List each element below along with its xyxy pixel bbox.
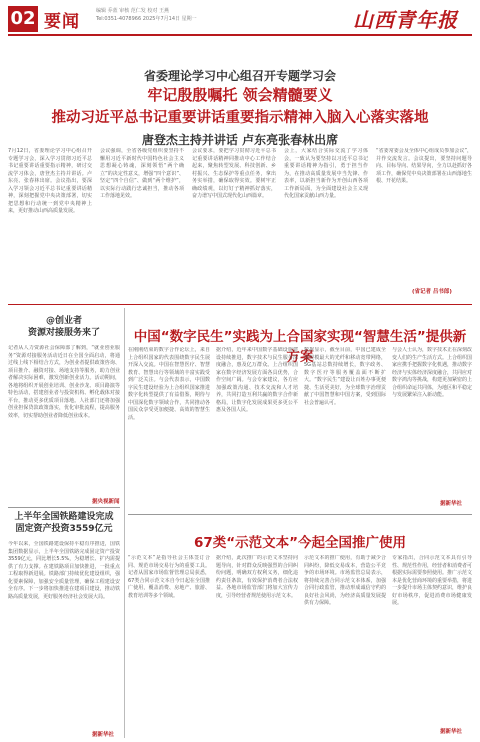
side-divider — [8, 507, 120, 508]
newspaper-logo: 山西青年报 — [353, 8, 458, 32]
side-article1-credit: 据央视新闻 — [92, 499, 120, 505]
lead-credit: (省记者 吕书郎) — [412, 289, 452, 295]
lead-title-line2: 推动习近平总书记重要讲话重要指示精神入脑入心落实落地 — [51, 110, 429, 126]
lead-column-3: 会议要求，要把学习贯彻习近平总书记重要讲话精神同推动中心工作结合起来，聚焦转型发展、科技创新、乡村振兴、生态保护等重点任务，拿出务实举措，确保取得实效。要树牢正确政绩观，以钉钉子精神抓好落实，奋力谱写中国式现代化山西篇章。 — [192, 148, 276, 199]
docs-article-column-2: 据介绍，此次推广的示范文本坚持问题导向，针对群众反映强烈的合同纠纷问题，明确双方权利义务，细化违约责任条款，有效保护消费者合法权益。各地市场监管部门将加大宣传力度，引导经营者规范使用示范文本。 — [216, 555, 298, 599]
mid-divider — [128, 514, 472, 515]
smart-article-title: 中国“数字民生”实践为上合国家实现“智慧生活”提供新方案 — [133, 329, 467, 365]
smart-article-column-2: 据介绍，近年来中国数字基础设施建设持续推进，数字技术与民生服务深度融合，惠及亿万群众。上合组织国家在数字经济发展方面各具优势，合作空间广阔。与会专家建议，各方应加强政策沟通、技术交流和人才培养，共同打造互利共赢的数字合作新格局，让数字化发展成果更多更公平惠及各国人民。 — [216, 347, 298, 413]
date-line: Tel:0351-4078966 2025年7月14日 星期一 — [96, 16, 197, 22]
smart-article-column-3: 数据显示，截至目前，中国已建成全球规模最大的光纤和移动宽带网络，5G基站总数持续增长，数字政务、数字医疗等服务覆盖面不断扩大。“数字民生”建设让百姓办事更便捷、生活更美好，为全球数字治理贡献了中国智慧和中国方案，受到国际社会普遍认可。 — [304, 347, 386, 406]
column-divider — [124, 308, 125, 738]
docs-article-title: 67类“示范文本”今起全国推广使用 — [193, 535, 407, 551]
lead-pre-title: 省委理论学习中心组召开专题学习会 — [143, 69, 336, 83]
edition-meta — [96, 7, 197, 23]
lead-column-4: 会上，大家结合实际交流了学习体会，一致认为要坚持以习近平总书记重要讲话精神为指引，勇于担当作为，在推动高质量发展中当先锋、作表率，以新担当新作为开创山西各项工作新局面，为全面建设社会主义现代化国家贡献山西力量。 — [284, 148, 368, 199]
lead-column-2: 会议强调，全省各级党组织要坚持不懈用习近平新时代中国特色社会主义思想凝心铸魂，深刻领悟“两个确立”的决定性意义，增强“四个意识”、坚定“四个自信”、做到“两个维护”，以实际行动践行忠诚担当，推动各项工作落地见效。 — [100, 148, 184, 199]
lead-column-5: “省委常委会及全体中心组成员参加会议”，并作交流发言。会议提出，要坚持问题导向、目标导向、结果导向，全力以赴抓好各项工作，确保党中央决策部署在山西落地生根、开花结果。 — [376, 148, 472, 184]
header-divider — [8, 34, 472, 36]
smart-article-column-4: 与会人士认为，数字技术正在深刻改变人们的生产生活方式。上合组织国家应携手把握数字化机遇，推动数字经济与实体经济深度融合，共同应对数字鸿沟等挑战，构建更加紧密的上合组织命运共同体，为地区和平稳定与发展繁荣注入新动能。 — [392, 347, 472, 398]
editor-line: 编辑 乔蓝 审核 范仁发 校对 王燕 — [96, 8, 169, 14]
docs-article-column-1: “示范文本”是指导社会主体签订合同、规范市场交易行为的重要工具。记者从国家市场监督管理总局获悉，67类合同示范文本自今日起在全国推广使用，覆盖消费、房地产、旅游、教育培训等多个领域。 — [128, 555, 210, 599]
page-number: 02 — [8, 6, 38, 32]
side-article2-body: 今年以来，全国铁路建设保持平稳有序推进，国铁集团数据显示，上半年全国铁路完成固定资产投资3559亿元，同比增长5.5%，为稳增长、扩内需提供了有力支撑。在建铁路项目加快推进，一批重点工程取得新进展。铁路部门持续优化建设组织，强化要素保障，加强安全质量管理，确保工程建设安全有序。下一步将加快推进在建项目建设，推动铁路高质量发展，更好服务经济社会发展大局。 — [8, 541, 120, 600]
docs-article-column-4: 专家指出，合同示范文本具有引导性、规范性作用，经营者和消费者可根据实际需要参照使用。推广示范文本是优化营商环境的重要举措，将进一步提升市场主体契约意识，维护良好市场秩序，促进消费市场健康发展。 — [392, 555, 472, 606]
docs-article-column-3: 示范文本的推广使用，有助于减少合同纠纷，降低交易成本，营造公平竞争的市场环境。市场监管总局表示，将持续完善合同示范文本体系，加强合同行政监管，推动形成诚信守约的良好社会风尚，为经济高质量发展提供有力保障。 — [304, 555, 386, 606]
side-article1-title: @创业者 资源对接服务来了 — [27, 316, 100, 338]
smart-article-column-1: 在刚刚结束的数字合作论坛上，来自上合组织国家的代表围绕数字民生展开深入交流。中国在智慧医疗、智慧教育、智慧出行等领域的丰富实践受到广泛关注。与会代表表示，中国数字民生建设经验为上合组织国家推进数字化转型提供了有益借鉴，期待与中国深化数字领域合作，共同推动各国民众享受更加便捷、高效的智慧生活。 — [128, 347, 210, 421]
section-title: 要闻 — [44, 12, 80, 32]
side-article1-body: 记者从人力资源社会保障部了解到，“就业创业服务”资源对接服务活动近日在全国全面启动，将通过线上线下相结合方式，为创业者提供政策咨询、项目推介、融资对接、场地支持等服务，助力创业者解决实际困难，激发创新创业活力。活动期间，各地将组织开展创业培训、创业沙龙、项目路演等特色活动，搭建创业者与投资机构、孵化载体对接平台，推动更多优质项目落地。人社部门还将加强创业担保贷款政策落实，优化审批流程，提高服务效率，切实帮助创业者降低创业成本。 — [8, 345, 120, 419]
side-article2-title: 上半年全国铁路建设完成 固定资产投资3559亿元 — [14, 512, 114, 534]
lead-title-line1: 牢记殷殷嘱托 领会精髓要义 — [147, 86, 333, 104]
lead-divider — [8, 304, 472, 305]
docs-article-credit: 据新华社 — [440, 729, 463, 735]
smart-article-credit: 据新华社 — [440, 501, 463, 507]
side-article2-credit: 据新华社 — [92, 732, 115, 738]
lead-column-1: 7月12日，省委理论学习中心组召开专题学习会，深入学习贯彻习近平总书记重要讲话重要指示精神，研讨交流学习体会，唐登杰主持并讲话。卢东亮、张春林出席。会议指出，要深入学习领会习近平总书记重要讲话精神，深刻把握党中央决策部署，切实把思想和行动统一到党中央精神上来，更好推动山西高质量发展。 — [8, 148, 92, 214]
lead-sub-title: 唐登杰主持并讲话 卢东亮张春林出席 — [141, 133, 339, 147]
